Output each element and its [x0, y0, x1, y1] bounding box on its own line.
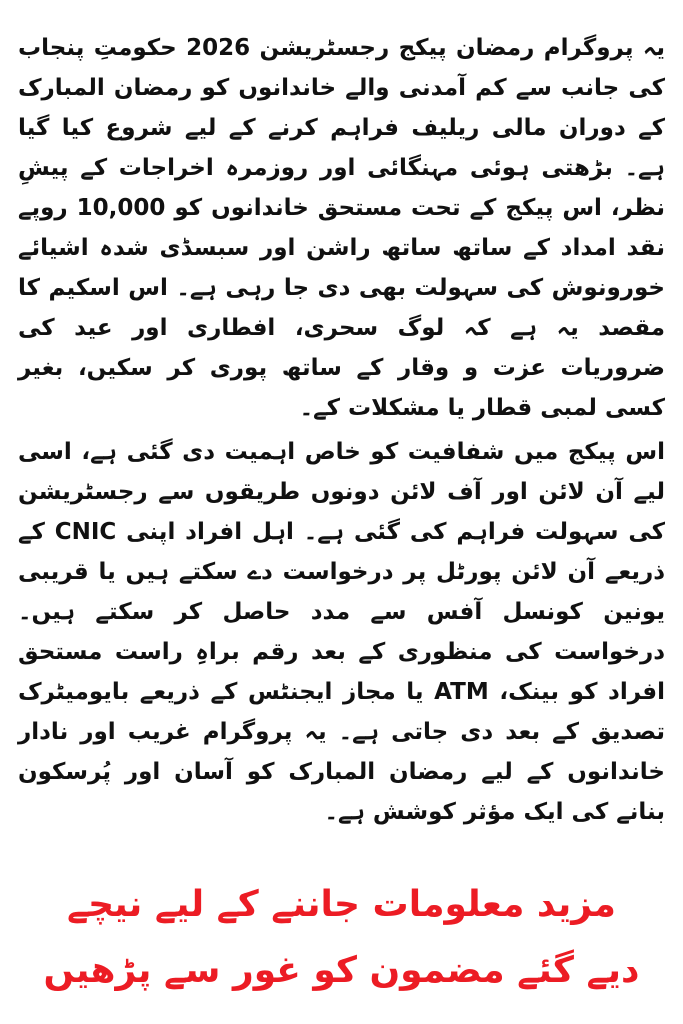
article-body: [18, 28, 665, 832]
article-paragraph-2: اس پیکج میں شفافیت کو خاص اہمیت دی گئی ہے، اسی لیے آن لائن اور آف لائن دونوں طریقوں سے رجسٹریشن کی سہولت فراہم کی گئی ہے۔ اہل افراد اپنی CNIC کے ذریعے آن لائن پورٹل پر درخواست دے سکتے ہیں یا قریبی یونین کونسل آفس سے مدد حاصل کر سکتے ہیں۔ درخواست کی منظوری کے بعد رقم براہِ راست مستحق افراد کو بینک، ATM یا مجاز ایجنٹس کے ذریعے بایومیٹرک تصدیق کے بعد دی جاتی ہے۔ یہ پروگرام غریب اور نادار خاندانوں کے لیے رمضان المبارک کو آسان اور پُرسکون بنانے کی ایک مؤثر کوشش ہے۔: [18, 439, 666, 825]
read-more-line-2: دیے گئے مضمون کو غور سے پڑھیں: [43, 950, 640, 991]
read-more-line-1: مزید معلومات جاننے کے لیے نیچے: [67, 884, 616, 925]
read-more-callout: [20, 872, 663, 1004]
article-paragraph-1: یہ پروگرام رمضان پیکج رجسٹریشن 2026 حکومتِ پنجاب کی جانب سے کم آمدنی والے خاندانوں کو رمضان المبارک کے دوران مالی ریلیف فراہم کرنے کے لیے شروع کیا گیا ہے۔ بڑھتی ہوئی مہنگائی اور روزمرہ اخراجات کے پیشِ نظر، اس پیکج کے تحت مستحق خاندانوں کو 10,000 روپے نقد امداد کے ساتھ ساتھ راشن اور سبسڈی شدہ اشیائے خورونوش کی سہولت بھی دی جا رہی ہے۔ اس اسکیم کا مقصد یہ ہے کہ لوگ سحری، افطاری اور عید کی ضروریات عزت و وقار کے ساتھ پوری کر سکیں، بغیر کسی لمبی قطار یا مشکلات کے۔: [18, 35, 665, 421]
